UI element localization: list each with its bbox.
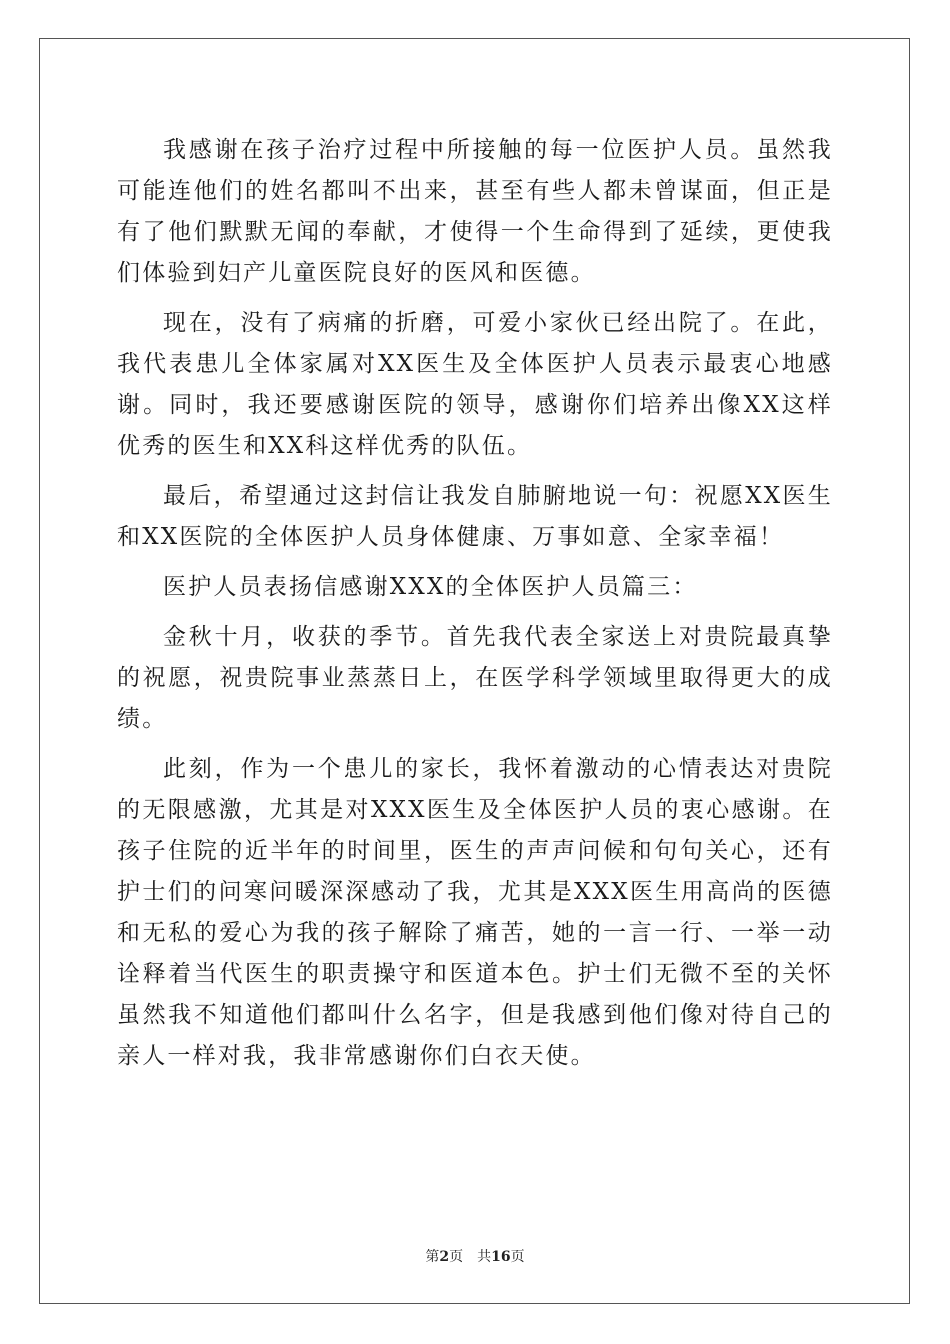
paragraph-3: 最后，希望通过这封信让我发自肺腑地说一句：祝愿XX医生和XX医院的全体医护人员身体健康、万事如意、全家幸福！ — [117, 483, 833, 550]
paragraph-4: 金秋十月，收获的季节。首先我代表全家送上对贵院最真挚的祝愿，祝贵院事业蒸蒸日上，在医学科学领域里取得更大的成绩。 — [117, 624, 833, 732]
page-number: 2 — [439, 1249, 450, 1265]
page-suffix: 页 — [449, 1249, 464, 1265]
document-body — [117, 130, 833, 1077]
paragraph-1: 我感谢在孩子治疗过程中所接触的每一位医护人员。虽然我可能连他们的姓名都叫不出来，甚至有些人都未曾谋面，但正是有了他们默默无闻的奉献，才使得一个生命得到了延续，更使我们体验到妇产儿童医院良好的医风和医德。 — [117, 137, 833, 286]
total-suffix: 页 — [510, 1249, 525, 1265]
total-prefix: 共 — [477, 1249, 492, 1265]
section-heading: 医护人员表扬信感谢XXX的全体医护人员篇三： — [163, 574, 698, 600]
total-pages: 16 — [491, 1249, 511, 1265]
paragraph-2: 现在，没有了病痛的折磨，可爱小家伙已经出院了。在此，我代表患儿全体家属对XX医生及全体医护人员表示最衷心地感谢。同时，我还要感谢医院的领导，感谢你们培养出像XX这样优秀的医生和XX科这样优秀的队伍。 — [117, 310, 833, 459]
page-prefix: 第 — [425, 1249, 440, 1265]
page-footer — [0, 1248, 950, 1266]
paragraph-5: 此刻，作为一个患儿的家长，我怀着激动的心情表达对贵院的无限感激，尤其是对XXX医生及全体医护人员的衷心感谢。在孩子住院的近半年的时间里，医生的声声问候和句句关心，还有护士们的问寒问暖深深感动了我，尤其是XXX医生用高尚的医德和无私的爱心为我的孩子解除了痛苦，她的一言一行、一举一动诠释着当代医生的职责操守和医道本色。护士们无微不至的关怀虽然我不知道他们都叫什么名字，但是我感到他们像对待自己的亲人一样对我，我非常感谢你们白衣天使。 — [117, 756, 833, 1069]
